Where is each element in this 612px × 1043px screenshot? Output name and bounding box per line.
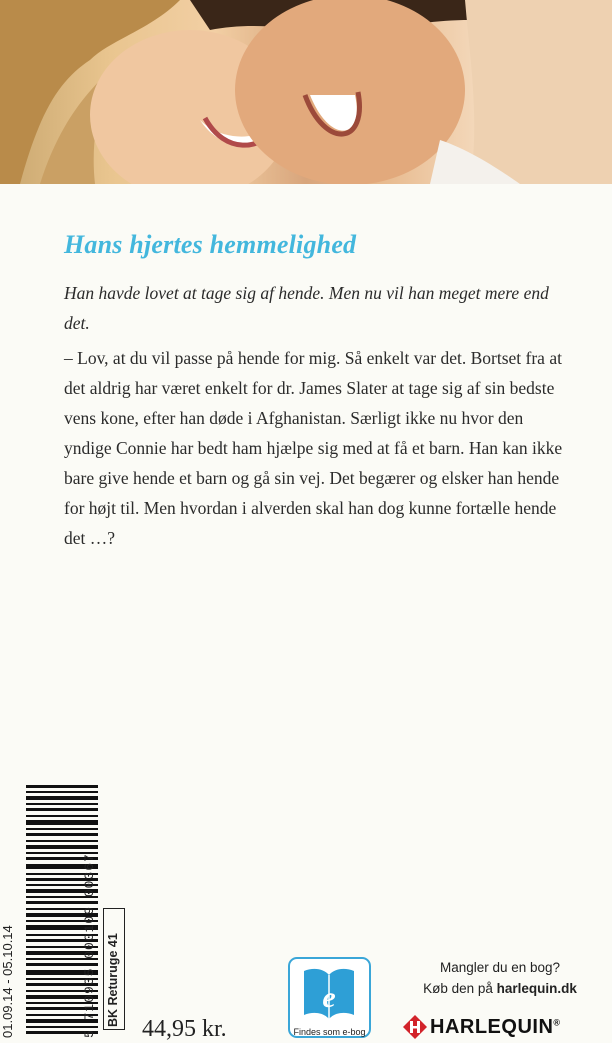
sale-dates: 01.09.14 - 05.10.14 — [0, 925, 15, 1038]
cover-photo — [0, 0, 612, 184]
return-week-box — [103, 908, 125, 1030]
ebook-e-icon — [288, 957, 371, 1023]
harlequin-diamond-icon — [402, 1014, 428, 1040]
harlequin-logo — [402, 1008, 562, 1038]
brand-mark: ® — [553, 1017, 561, 1028]
return-week-label: BK Returuge 41 — [106, 933, 120, 1027]
book-blurb — [64, 343, 564, 553]
ebook-label: Findes som e-bog — [293, 1027, 366, 1037]
promo-text — [400, 957, 600, 999]
barcode-number: 5 710935 000109 00367 — [82, 853, 97, 1038]
harlequin-wordmark — [430, 1016, 561, 1039]
promo-line-1: Mangler du en bog? — [439, 960, 561, 975]
promo-line-2 — [400, 978, 600, 999]
brand-name: HARLEQUIN — [430, 1016, 554, 1038]
ebook-badge — [288, 957, 371, 1038]
blurb-text: – Lov, at du vil passe på hende for mig. Så enkelt var det. Bortset fra at det aldrig har været enkelt for dr. James Slater at tage sig af sin bedste vens kone, efter han døde i Afghanistan. Særligt ikke nu hvor den yndige Connie har bedt ham hjælpe sig med at få et barn. Han kan ikke bare give hende et barn og gå sin vej. Det begærer og elsker han hende for højt til. Men hvordan i alverden skal han dog kunne fortælle hende det …? — [64, 348, 563, 548]
price: 44,95 kr. — [142, 1016, 227, 1042]
promo-prefix: Køb den på — [423, 981, 497, 996]
book-title: Hans hjertes hemmelighed — [64, 230, 357, 259]
couple-photo-icon — [0, 0, 612, 184]
svg-text:e: e — [322, 981, 336, 1014]
promo-link[interactable]: harlequin.dk — [496, 981, 577, 996]
book-tagline: Han havde lovet at tage sig af hende. Men nu vil han meget mere end det. — [64, 283, 549, 333]
